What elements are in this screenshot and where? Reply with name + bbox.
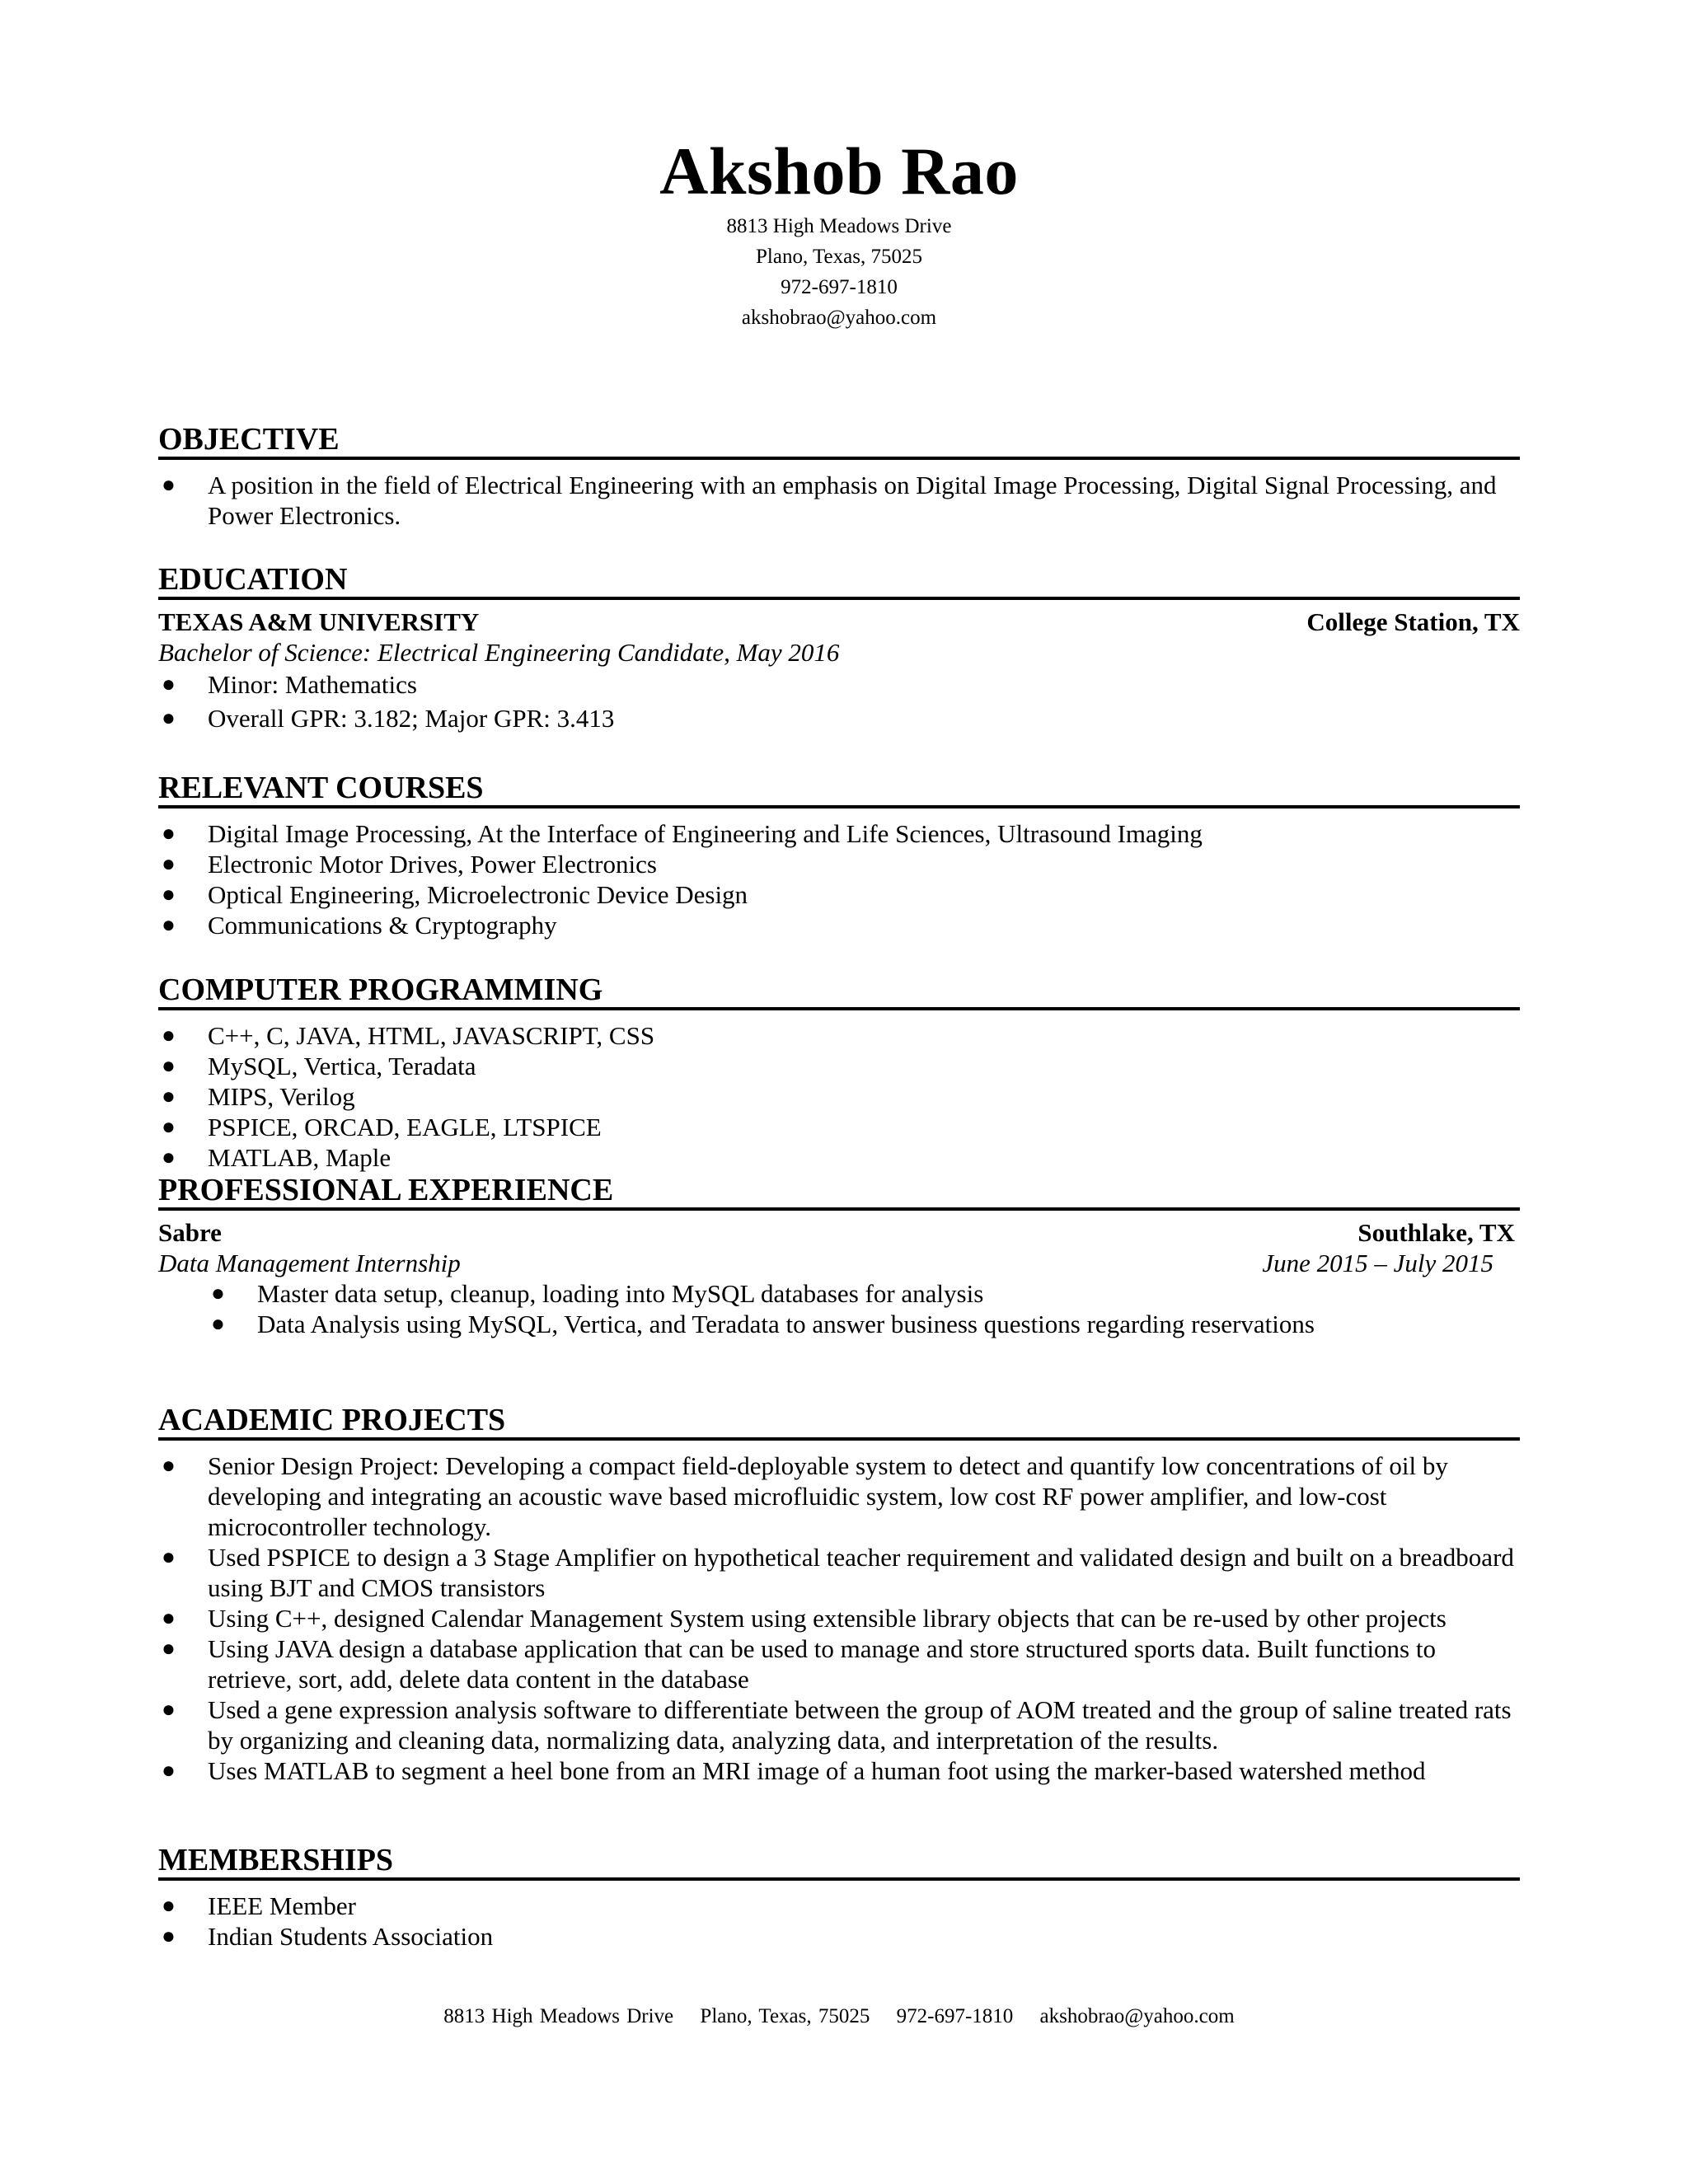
projects-section — [158, 1403, 1520, 1786]
bullet-icon: ● — [162, 1114, 176, 1140]
address-line-2: Plano, Texas, 75025 — [756, 246, 922, 268]
resume-header — [158, 132, 1520, 333]
list-item: ● IEEE Member — [162, 1891, 356, 1920]
list-item: ● Uses MATLAB to segment a heel bone from an MRI image of a human foot using the marker-based watershed method — [162, 1756, 1426, 1785]
bullet-icon: ● — [162, 1893, 176, 1919]
experience-role-row — [158, 1248, 1520, 1278]
bullet-icon: ● — [162, 705, 176, 731]
list-item: ● C++, C, JAVA, HTML, JAVASCRIPT, CSS — [162, 1021, 655, 1050]
list-item: ● MATLAB, Maple — [162, 1143, 392, 1172]
objective-list — [158, 470, 1520, 531]
degree: Bachelor of Science: Electrical Engineering Candidate, May 2016 — [158, 638, 840, 667]
memberships-section — [158, 1843, 1520, 1952]
footer-email: akshobrao@yahoo.com — [1039, 2005, 1235, 2027]
bullet-icon: ● — [162, 1453, 176, 1479]
list-item: ● Data Analysis using MySQL, Vertica, and Teradata to answer business questions regarding reservations — [211, 1310, 1315, 1338]
bullet-icon: ● — [162, 472, 176, 498]
bullet-icon: ● — [162, 1145, 176, 1170]
school-name: TEXAS A&M UNIVERSITY — [158, 607, 480, 636]
phone-number: 972-697-1810 — [781, 276, 898, 298]
bullet-icon: ● — [162, 1023, 176, 1048]
list-item: ● PSPICE, ORCAD, EAGLE, LTSPICE — [162, 1113, 602, 1141]
bullet-icon: ● — [162, 1924, 176, 1949]
candidate-name: Akshob Rao — [659, 134, 1019, 209]
memberships-list — [158, 1891, 1520, 1952]
list-item: ● Communications & Cryptography — [162, 911, 557, 940]
footer-address: 8813 High Meadows Drive — [443, 2005, 674, 2027]
list-item: ● Indian Students Association — [162, 1922, 494, 1951]
education-section — [158, 562, 1520, 735]
footer-city: Plano, Texas, 75025 — [700, 2005, 870, 2027]
page-footer — [158, 2003, 1520, 2031]
section-title-projects: ACADEMIC PROJECTS — [158, 1403, 1520, 1441]
list-item: ● Overall GPR: 3.182; Major GPR: 3.413 — [158, 701, 1520, 735]
degree-row — [158, 637, 1520, 668]
bullet-icon: ● — [162, 851, 176, 877]
list-item: ● MySQL, Vertica, Teradata — [162, 1052, 476, 1080]
section-title-objective: OBJECTIVE — [158, 422, 1520, 460]
list-item: ● MIPS, Verilog — [162, 1082, 355, 1111]
list-item: ● Used PSPICE to design a 3 Stage Amplifier on hypothetical teacher requirement and validated design and built on a breadboard using BJT and CMOS transistors — [162, 1543, 1514, 1602]
bullet-icon: ● — [162, 912, 176, 938]
job-role: Data Management Internship — [158, 1249, 461, 1277]
list-item: ● Used a gene expression analysis software to differentiate between the group of AOM treated and the group of saline treated rats by organizing and cleaning data, normalizing data, analyzing data, and interpretation of the results. — [162, 1695, 1512, 1755]
bullet-icon: ● — [162, 1758, 176, 1783]
bullet-icon: ● — [162, 821, 176, 846]
bullet-icon: ● — [162, 1544, 176, 1570]
bullet-icon: ● — [162, 882, 176, 907]
objective-section — [158, 422, 1520, 531]
bullet-icon: ● — [162, 1084, 176, 1109]
section-title-programming: COMPUTER PROGRAMMING — [158, 972, 1520, 1010]
list-item: ● Digital Image Processing, At the Interface of Engineering and Life Sciences, Ultrasound Imaging — [162, 819, 1203, 848]
courses-list — [158, 818, 1520, 940]
experience-list — [158, 1278, 1520, 1339]
list-item: ● Optical Engineering, Microelectronic Device Design — [162, 880, 748, 909]
bullet-icon: ● — [162, 1605, 176, 1631]
company-name: Sabre — [158, 1218, 222, 1247]
bullet-icon: ● — [211, 1311, 225, 1337]
email-address: akshobrao@yahoo.com — [741, 307, 937, 329]
experience-section — [158, 1173, 1520, 1339]
section-title-education: EDUCATION — [158, 562, 1520, 600]
list-item: ● A position in the field of Electrical Engineering with an emphasis on Digital Image Processing, Digital Signal Processing, and Power Electronics. — [162, 471, 1497, 530]
list-item: ● Electronic Motor Drives, Power Electronics — [162, 850, 657, 879]
footer-phone: 972-697-1810 — [896, 2005, 1014, 2027]
programming-section — [158, 972, 1520, 1173]
projects-list — [158, 1451, 1520, 1786]
bullet-icon: ● — [211, 1281, 225, 1306]
school-location: College Station, TX — [1306, 607, 1520, 636]
list-item: ● Minor: Mathematics — [158, 668, 1520, 701]
list-item: ● Senior Design Project: Developing a compact field-deployable system to detect and quantify low concentrations of oil by developing and integrating an acoustic wave based microfluidic system, low cost RF power amplifier, and low-cost microcontroller technology. — [162, 1451, 1448, 1541]
section-title-experience: PROFESSIONAL EXPERIENCE — [158, 1173, 1520, 1211]
list-item: ● Using JAVA design a database application that can be used to manage and store structured sports data. Built functions to retrieve, sort, add, delete data content in the database — [162, 1634, 1436, 1694]
education-school-row — [158, 607, 1520, 637]
bullet-icon: ● — [162, 672, 176, 697]
section-title-courses: RELEVANT COURSES — [158, 771, 1520, 808]
address-line-1: 8813 High Meadows Drive — [726, 215, 952, 237]
bullet-icon: ● — [162, 1636, 176, 1661]
list-item: ● Master data setup, cleanup, loading into MySQL databases for analysis — [211, 1279, 984, 1308]
education-list — [158, 668, 1520, 735]
bullet-icon: ● — [162, 1697, 176, 1722]
bullet-icon: ● — [162, 1053, 176, 1079]
company-location: Southlake, TX — [1357, 1218, 1515, 1247]
courses-section — [158, 771, 1520, 940]
programming-list — [158, 1020, 1520, 1173]
resume-page — [158, 0, 1520, 2184]
list-item: ● Using C++, designed Calendar Management System using extensible library objects that can be re-used by other projects — [162, 1604, 1447, 1633]
section-title-memberships: MEMBERSHIPS — [158, 1843, 1520, 1881]
experience-company-row — [158, 1217, 1520, 1248]
job-dates: June 2015 – July 2015 — [1262, 1249, 1493, 1277]
